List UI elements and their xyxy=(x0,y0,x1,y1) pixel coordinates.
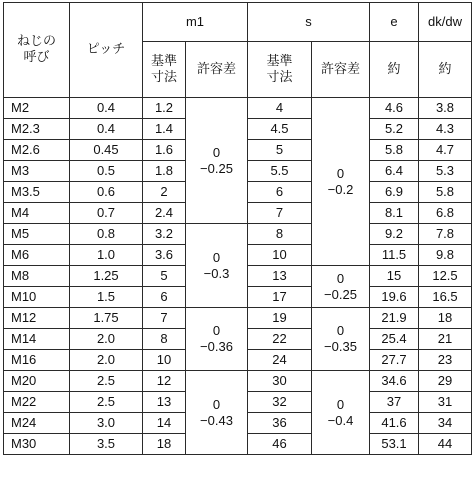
e-approx-cell: 8.1 xyxy=(370,203,419,224)
s-basic-cell: 5 xyxy=(248,140,312,161)
m1-basic-cell: 2.4 xyxy=(143,203,186,224)
pitch-cell: 0.4 xyxy=(70,98,143,119)
s-basic-cell: 7 xyxy=(248,203,312,224)
s-tolerance-cell: 0 −0.25 xyxy=(312,266,370,308)
table-row xyxy=(4,371,472,392)
m1-tolerance-cell: 0 −0.25 xyxy=(186,98,248,224)
header-thread-size: ねじの 呼び xyxy=(4,3,70,98)
thread-size-cell: M24 xyxy=(4,413,70,434)
dkdw-approx-cell: 5.3 xyxy=(419,161,472,182)
s-basic-cell: 4.5 xyxy=(248,119,312,140)
s-basic-cell: 46 xyxy=(248,434,312,455)
e-approx-cell: 25.4 xyxy=(370,329,419,350)
m1-tolerance-cell: 0 −0.36 xyxy=(186,308,248,371)
dkdw-approx-cell: 7.8 xyxy=(419,224,472,245)
thread-size-cell: M12 xyxy=(4,308,70,329)
dkdw-approx-cell: 23 xyxy=(419,350,472,371)
e-approx-cell: 41.6 xyxy=(370,413,419,434)
table-row xyxy=(4,98,472,119)
thread-size-cell: M10 xyxy=(4,287,70,308)
thread-size-cell: M16 xyxy=(4,350,70,371)
m1-tolerance-cell: 0 −0.3 xyxy=(186,224,248,308)
dkdw-approx-cell: 21 xyxy=(419,329,472,350)
s-basic-cell: 5.5 xyxy=(248,161,312,182)
dkdw-approx-cell: 18 xyxy=(419,308,472,329)
s-basic-cell: 36 xyxy=(248,413,312,434)
e-approx-cell: 15 xyxy=(370,266,419,287)
e-approx-cell: 27.7 xyxy=(370,350,419,371)
header-e-approx: 約 xyxy=(370,42,419,98)
s-basic-cell: 22 xyxy=(248,329,312,350)
s-basic-cell: 8 xyxy=(248,224,312,245)
spec-sheet xyxy=(3,2,472,455)
thread-size-cell: M14 xyxy=(4,329,70,350)
m1-basic-cell: 1.6 xyxy=(143,140,186,161)
m1-basic-cell: 3.6 xyxy=(143,245,186,266)
pitch-cell: 1.25 xyxy=(70,266,143,287)
pitch-cell: 0.45 xyxy=(70,140,143,161)
header-s-tolerance: 許容差 xyxy=(312,42,370,98)
header-s-basic: 基準 寸法 xyxy=(248,42,312,98)
pitch-cell: 1.75 xyxy=(70,308,143,329)
header-s: s xyxy=(248,3,370,42)
pitch-cell: 3.5 xyxy=(70,434,143,455)
pitch-cell: 0.6 xyxy=(70,182,143,203)
header-e: e xyxy=(370,3,419,42)
s-basic-cell: 17 xyxy=(248,287,312,308)
pitch-cell: 2.5 xyxy=(70,371,143,392)
pitch-cell: 0.4 xyxy=(70,119,143,140)
e-approx-cell: 37 xyxy=(370,392,419,413)
e-approx-cell: 11.5 xyxy=(370,245,419,266)
e-approx-cell: 53.1 xyxy=(370,434,419,455)
thread-size-cell: M2.6 xyxy=(4,140,70,161)
s-tolerance-cell: 0 −0.35 xyxy=(312,308,370,371)
table-row xyxy=(4,308,472,329)
m1-basic-cell: 14 xyxy=(143,413,186,434)
header-dkdw: dk/dw xyxy=(419,3,472,42)
m1-basic-cell: 2 xyxy=(143,182,186,203)
e-approx-cell: 4.6 xyxy=(370,98,419,119)
pitch-cell: 1.0 xyxy=(70,245,143,266)
s-basic-cell: 30 xyxy=(248,371,312,392)
m1-basic-cell: 18 xyxy=(143,434,186,455)
thread-size-cell: M3.5 xyxy=(4,182,70,203)
thread-size-cell: M30 xyxy=(4,434,70,455)
e-approx-cell: 5.8 xyxy=(370,140,419,161)
pitch-cell: 2.5 xyxy=(70,392,143,413)
m1-tolerance-cell: 0 −0.43 xyxy=(186,371,248,455)
dkdw-approx-cell: 3.8 xyxy=(419,98,472,119)
dimension-table xyxy=(3,2,472,455)
pitch-cell: 0.5 xyxy=(70,161,143,182)
s-basic-cell: 32 xyxy=(248,392,312,413)
m1-basic-cell: 1.8 xyxy=(143,161,186,182)
pitch-cell: 2.0 xyxy=(70,329,143,350)
pitch-cell: 1.5 xyxy=(70,287,143,308)
pitch-cell: 0.7 xyxy=(70,203,143,224)
thread-size-cell: M8 xyxy=(4,266,70,287)
thread-size-cell: M5 xyxy=(4,224,70,245)
m1-basic-cell: 1.4 xyxy=(143,119,186,140)
pitch-cell: 2.0 xyxy=(70,350,143,371)
header-m1: m1 xyxy=(143,3,248,42)
dkdw-approx-cell: 4.7 xyxy=(419,140,472,161)
e-approx-cell: 19.6 xyxy=(370,287,419,308)
thread-size-cell: M6 xyxy=(4,245,70,266)
m1-basic-cell: 3.2 xyxy=(143,224,186,245)
thread-size-cell: M22 xyxy=(4,392,70,413)
dkdw-approx-cell: 4.3 xyxy=(419,119,472,140)
dkdw-approx-cell: 12.5 xyxy=(419,266,472,287)
s-basic-cell: 13 xyxy=(248,266,312,287)
thread-size-cell: M4 xyxy=(4,203,70,224)
table-row xyxy=(4,224,472,245)
m1-basic-cell: 5 xyxy=(143,266,186,287)
m1-basic-cell: 6 xyxy=(143,287,186,308)
dkdw-approx-cell: 16.5 xyxy=(419,287,472,308)
s-basic-cell: 4 xyxy=(248,98,312,119)
thread-size-cell: M20 xyxy=(4,371,70,392)
m1-basic-cell: 8 xyxy=(143,329,186,350)
s-tolerance-cell: 0 −0.2 xyxy=(312,98,370,266)
e-approx-cell: 9.2 xyxy=(370,224,419,245)
s-basic-cell: 10 xyxy=(248,245,312,266)
s-basic-cell: 24 xyxy=(248,350,312,371)
thread-size-cell: M2 xyxy=(4,98,70,119)
dkdw-approx-cell: 5.8 xyxy=(419,182,472,203)
m1-basic-cell: 12 xyxy=(143,371,186,392)
e-approx-cell: 21.9 xyxy=(370,308,419,329)
dkdw-approx-cell: 29 xyxy=(419,371,472,392)
thread-size-cell: M2.3 xyxy=(4,119,70,140)
dkdw-approx-cell: 34 xyxy=(419,413,472,434)
dkdw-approx-cell: 31 xyxy=(419,392,472,413)
e-approx-cell: 6.4 xyxy=(370,161,419,182)
s-tolerance-cell: 0 −0.4 xyxy=(312,371,370,455)
e-approx-cell: 6.9 xyxy=(370,182,419,203)
e-approx-cell: 34.6 xyxy=(370,371,419,392)
dkdw-approx-cell: 6.8 xyxy=(419,203,472,224)
dkdw-approx-cell: 9.8 xyxy=(419,245,472,266)
m1-basic-cell: 13 xyxy=(143,392,186,413)
table-body xyxy=(4,98,472,455)
header-m1-tolerance: 許容差 xyxy=(186,42,248,98)
s-basic-cell: 19 xyxy=(248,308,312,329)
thread-size-cell: M3 xyxy=(4,161,70,182)
m1-basic-cell: 10 xyxy=(143,350,186,371)
header-m1-basic: 基準 寸法 xyxy=(143,42,186,98)
pitch-cell: 0.8 xyxy=(70,224,143,245)
pitch-cell: 3.0 xyxy=(70,413,143,434)
s-basic-cell: 6 xyxy=(248,182,312,203)
header-pitch: ピッチ xyxy=(70,3,143,98)
header-dkdw-approx: 約 xyxy=(419,42,472,98)
dkdw-approx-cell: 44 xyxy=(419,434,472,455)
m1-basic-cell: 1.2 xyxy=(143,98,186,119)
e-approx-cell: 5.2 xyxy=(370,119,419,140)
m1-basic-cell: 7 xyxy=(143,308,186,329)
